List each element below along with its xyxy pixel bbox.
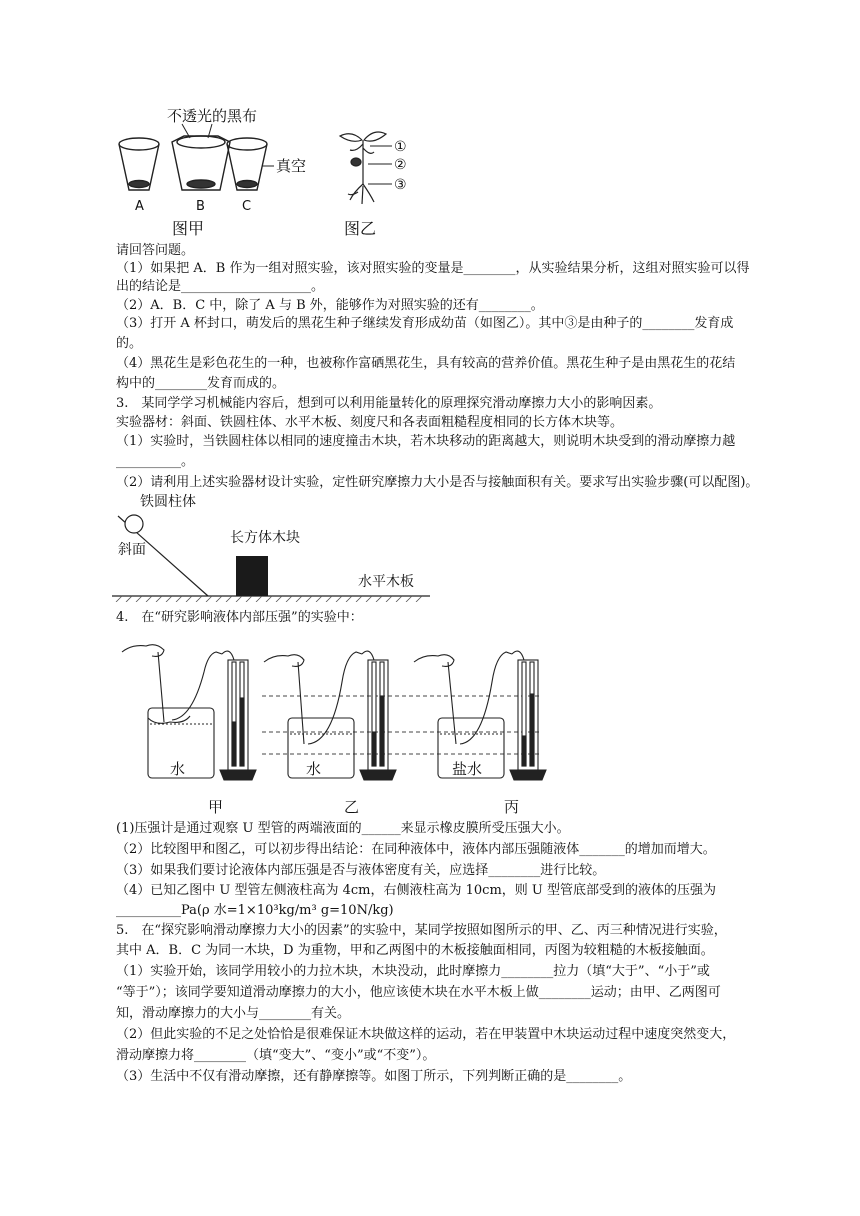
cup-c: [227, 138, 267, 190]
seedling: [340, 132, 386, 204]
marker-1: ①: [394, 139, 407, 155]
figure-slope-block: [112, 492, 432, 602]
cup-c-label: C: [242, 199, 252, 214]
q4-part2: （2）比较图甲和图乙，可以初步得出结论：在同种液体中，液体内部压强随液体_______的增加而增大。: [116, 842, 716, 857]
caption-yi: 图乙: [344, 219, 377, 238]
setup-label-jia: 甲: [208, 798, 224, 816]
cup-b-label: B: [196, 199, 205, 214]
q3-part2: （2）请利用上述实验器材设计实验，定性研究摩擦力大小是否与接触面积有关。要求写出实验步骤(可以配图)。: [116, 475, 759, 490]
q5-title-line2: 其中 A．B．C 为同一木块，D 为重物，甲和乙两图中的木板接触面相同，丙图为较粗糙的木板接触面。: [116, 943, 714, 958]
marker-2: ②: [394, 157, 407, 173]
label-slope: 斜面: [118, 542, 146, 558]
board-hatching: [116, 596, 422, 602]
q4-part4-line2: __________Pa(ρ 水=1×10³kg/m³ g=10N/kg): [116, 903, 394, 918]
q3-part1-line2: __________。: [116, 454, 195, 469]
cup-a-label: A: [135, 199, 144, 214]
figure-cups-seedling: [112, 100, 432, 242]
q4-part1: (1)压强计是通过观察 U 型管的两端液面的______来显示橡皮膜所受压强大小。: [116, 821, 570, 836]
q2-part1-line2: 出的结论是____________________。: [116, 279, 325, 294]
liquid-label-bing: 盐水: [452, 760, 483, 778]
q4-title: 4. 在“研究影响液体内部压强”的实验中：: [116, 610, 363, 625]
q4-part3: （3）如果我们要讨论液体内部压强是否与液体密度有关，应选择________进行比较。: [116, 863, 606, 878]
cup-a: [119, 138, 159, 190]
q3-part1-line1: （1）实验时，当铁圆柱体以相同的速度撞击木块，若木块移动的距离越大，则说明木块受到的滑动摩擦力越: [116, 434, 736, 449]
liquid-label-yi: 水: [306, 760, 322, 778]
q5-title-line1: 5. 在“探究影响滑动摩擦力大小的因素”的实验中，某同学按照如图所示的甲、乙、丙三种情况进行实验，: [116, 923, 727, 938]
q5-part2-line1: （2）但此实验的不足之处恰恰是很难保证木块做这样的运动，若在甲装置中木块运动过程中速度突然变大，: [116, 1027, 736, 1042]
label-board: 水平木板: [358, 574, 414, 590]
q3-title: 3. 某同学学习机械能内容后，想到可以利用能量转化的原理探究滑动摩擦力大小的影响因素。: [116, 396, 662, 411]
setup-label-bing: 丙: [504, 798, 520, 816]
q4-part4-line1: （4）已知乙图中 U 型管左侧液柱高为 4cm，右侧液柱高为 10cm，则 U 型管底部受到的液体的压强为: [116, 883, 717, 898]
q2-part3-line1: （3）打开 A 杯封口，萌发后的黑花生种子继续发育形成幼苗（如图乙）。其中③是由种子的________发育成: [116, 316, 734, 331]
q3-materials: 实验器材：斜面、铁圆柱体、水平木板、刻度尺和各表面粗糙程度相同的长方体木块等。: [116, 415, 624, 430]
marker-3: ③: [394, 177, 407, 193]
q5-part3: （3）生活中不仅有滑动摩擦，还有静摩擦等。如图丁所示，下列判断正确的是________。: [116, 1069, 632, 1084]
q2-part4-line1: （4）黑花生是彩色花生的一种，也被称作富硒黑花生，具有较高的营养价值。黑花生种子是由黑花生的花结: [116, 356, 736, 371]
figure-pressure-gauges: [112, 632, 572, 820]
black-cloth-label: 不透光的黑布: [167, 107, 258, 125]
cup-b: [172, 136, 230, 190]
q2-part1-line1: （1）如果把 A．B 作为一组对照实验，该对照实验的变量是________，从实验结果分析，这组对照实验可以得: [116, 261, 750, 276]
vacuum-label: 真空: [276, 157, 307, 175]
q2-intro: 请回答问题。: [116, 243, 195, 258]
caption-jia: 图甲: [172, 219, 205, 238]
q2-part3-line2: 的。: [116, 336, 143, 351]
q2-part4-line2: 构中的________发育而成的。: [116, 376, 286, 391]
setup-jia: [122, 645, 256, 780]
q5-part1-line3: 知，滑动摩擦力的大小与________有关。: [116, 1006, 351, 1021]
label-wooden-block: 长方体木块: [230, 530, 300, 546]
wooden-block: [236, 556, 268, 596]
q5-part1-line1: （1）实验开始，该同学用较小的力拉木块，木块没动，此时摩擦力________拉力（填“大于”、“小于”或: [116, 964, 710, 979]
q2-part2: （2）A．B．C 中，除了 A 与 B 外，能够作为对照实验的还有________。: [116, 298, 544, 313]
liquid-label-jia: 水: [170, 760, 186, 778]
setup-label-yi: 乙: [344, 798, 360, 816]
label-iron-cylinder: 铁圆柱体: [140, 494, 196, 510]
iron-cylinder: [125, 515, 143, 533]
q5-part1-line2: “等于”）；该同学要知道滑动摩擦力的大小，他应该使木块在水平木板上做________运动；由甲、乙两图可: [116, 985, 721, 1000]
q5-part2-line2: 滑动摩擦力将________（填“变大”、“变小”或“不变”）。: [116, 1048, 436, 1063]
setup-yi: [264, 651, 396, 780]
